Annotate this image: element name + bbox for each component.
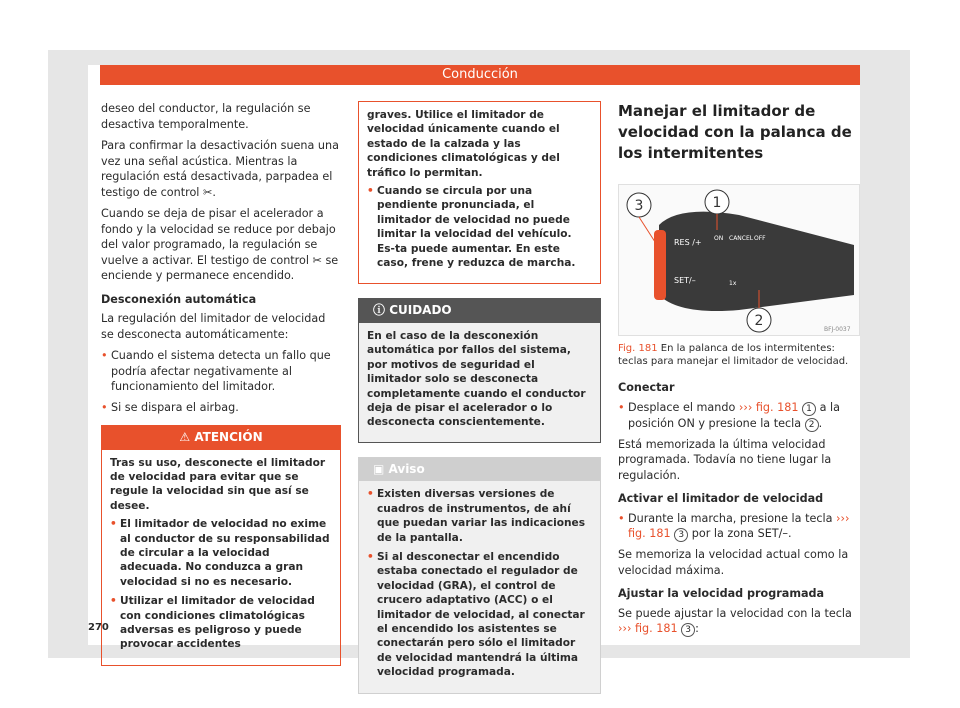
warning-text: Tras su uso, desconecte el limitador de velocidad para evitar que se regule la velocidad sin que así se desee.: [110, 456, 326, 512]
section-header: Conducción: [100, 65, 860, 85]
figure-lever: [618, 184, 860, 336]
warning-text: graves. Utilice el limitador de velocidad únicamente cuando el estado de la calzada y las condiciones climatológicas y del tráfico lo permitan.: [367, 109, 560, 179]
figure-link[interactable]: ››› fig. 181: [738, 400, 799, 414]
fig-label: OFF: [754, 235, 766, 242]
caution-box: [358, 298, 601, 442]
figure-caption: Fig. 181 En la palanca de los intermitentes: teclas para manejar el limitador de velocidad.: [618, 343, 849, 367]
paragraph: Para confirmar la desactivación suena una vez una señal acústica. Mientras la regulación está desactivada, parpadea el testigo de control ✂.: [101, 139, 339, 199]
figure-link[interactable]: ››› fig. 181: [618, 622, 678, 635]
warning-bullet: • El limitador de velocidad no exime al conductor de su responsabilidad de circular a la velocidad adecuada. No conduzca a gran velocidad si no es necesario.: [110, 517, 332, 589]
caution-title: ⓘ CUIDADO: [359, 299, 600, 323]
paragraph: Cuando se deja de pisar el acelerador a fondo y la velocidad se reduce por debajo del valor programado, la regulación se vuelve a activar. El testigo de control ✂ se enciende y permanece encendido.: [101, 207, 339, 282]
fig-label: ON: [714, 235, 724, 242]
warning-title: ⚠ ATENCIÓN: [102, 426, 340, 450]
column-right: [618, 101, 861, 643]
bullet-item: • Desplace el mando ››› fig. 181 1 a la posición ON y presione la tecla 2 .: [618, 400, 861, 432]
note-box: [358, 457, 601, 694]
warning-box-continued: [358, 101, 601, 284]
subheading: Conectar: [618, 381, 675, 394]
fig-label: CANCEL: [729, 235, 754, 242]
figure-code: BFJ-0037: [824, 326, 851, 333]
subheading: Activar el limitador de velocidad: [618, 492, 824, 505]
bullet-item: • Cuando el sistema detecta un fallo que podría afectar negativamente al funcionamiento del limitador.: [101, 348, 341, 395]
figure-link[interactable]: ››› fig. 181: [628, 511, 850, 540]
subheading: Desconexión automática: [101, 292, 257, 306]
warning-bullet: • Utilizar el limitador de velocidad con condiciones climatológicas adversas es peligroso y puede provocar accidentes: [110, 594, 332, 652]
paragraph: Está memorizada la última velocidad programada. Todavía no tiene lugar la regulación.: [618, 437, 832, 482]
page-number: 270: [88, 622, 109, 633]
callout-3: 3: [634, 198, 644, 214]
note-title: ▣ Aviso: [359, 458, 600, 482]
paragraph: deseo del conductor, la regulación se desactiva temporalmente.: [101, 102, 311, 131]
column-middle: [358, 101, 601, 694]
note-bullet: • Si al desconectar el encendido estaba conectado el regulador de velocidad (GRA), el control de crucero adaptativo (ACC) o el limitador de velocidad, al conectar el encendido los asistentes se conectarán pero sólo el limitador de velocidad mantendrá la última velocidad programada.: [367, 550, 592, 680]
fig-label: SET/–: [674, 276, 696, 285]
section-title: Manejar el limitador de velocidad con la palanca de los intermitentes: [618, 102, 852, 162]
column-left: [101, 101, 341, 666]
warning-bullet: • Cuando se circula por una pendiente pronunciada, el limitador de velocidad no puede limitar la velocidad del vehículo. Es-ta puede aumentar. En este caso, frene y reduzca de marcha.: [367, 184, 592, 270]
subheading: Ajustar la velocidad programada: [618, 587, 825, 600]
note-bullet: • Existen diversas versiones de cuadros de instrumentos, de ahí que puedan variar las indicaciones de la pantalla.: [367, 487, 592, 545]
info-icon: ⓘ: [373, 303, 390, 318]
callout-1: 1: [712, 195, 722, 211]
lever-illustration: [619, 185, 859, 335]
warning-box: [101, 425, 341, 666]
bullet-item: • Si se dispara el airbag.: [101, 400, 341, 416]
fig-label: 1x: [729, 280, 737, 287]
callout-2: 2: [754, 313, 764, 329]
paragraph: Se memoriza la velocidad actual como la velocidad máxima.: [618, 548, 849, 577]
paragraph: La regulación del limitador de velocidad se desconecta automáticamente:: [101, 312, 326, 341]
warning-icon: ⚠: [179, 430, 195, 444]
note-icon: ▣: [373, 461, 389, 476]
paragraph: Se puede ajustar la velocidad con la tecla ››› fig. 181 3 :: [618, 606, 852, 635]
fig-label: RES /+: [674, 238, 702, 247]
bullet-item: • Durante la marcha, presione la tecla ››› fig. 181 3 por la zona SET/–.: [618, 511, 861, 543]
caution-text: En el caso de la desconexión automática por fallos del sistema, por motivos de seguridad el limitador solo se desconecta completamente cuando el conductor deja de pisar el acelerador o lo desconecta conscientemente.: [367, 329, 586, 429]
